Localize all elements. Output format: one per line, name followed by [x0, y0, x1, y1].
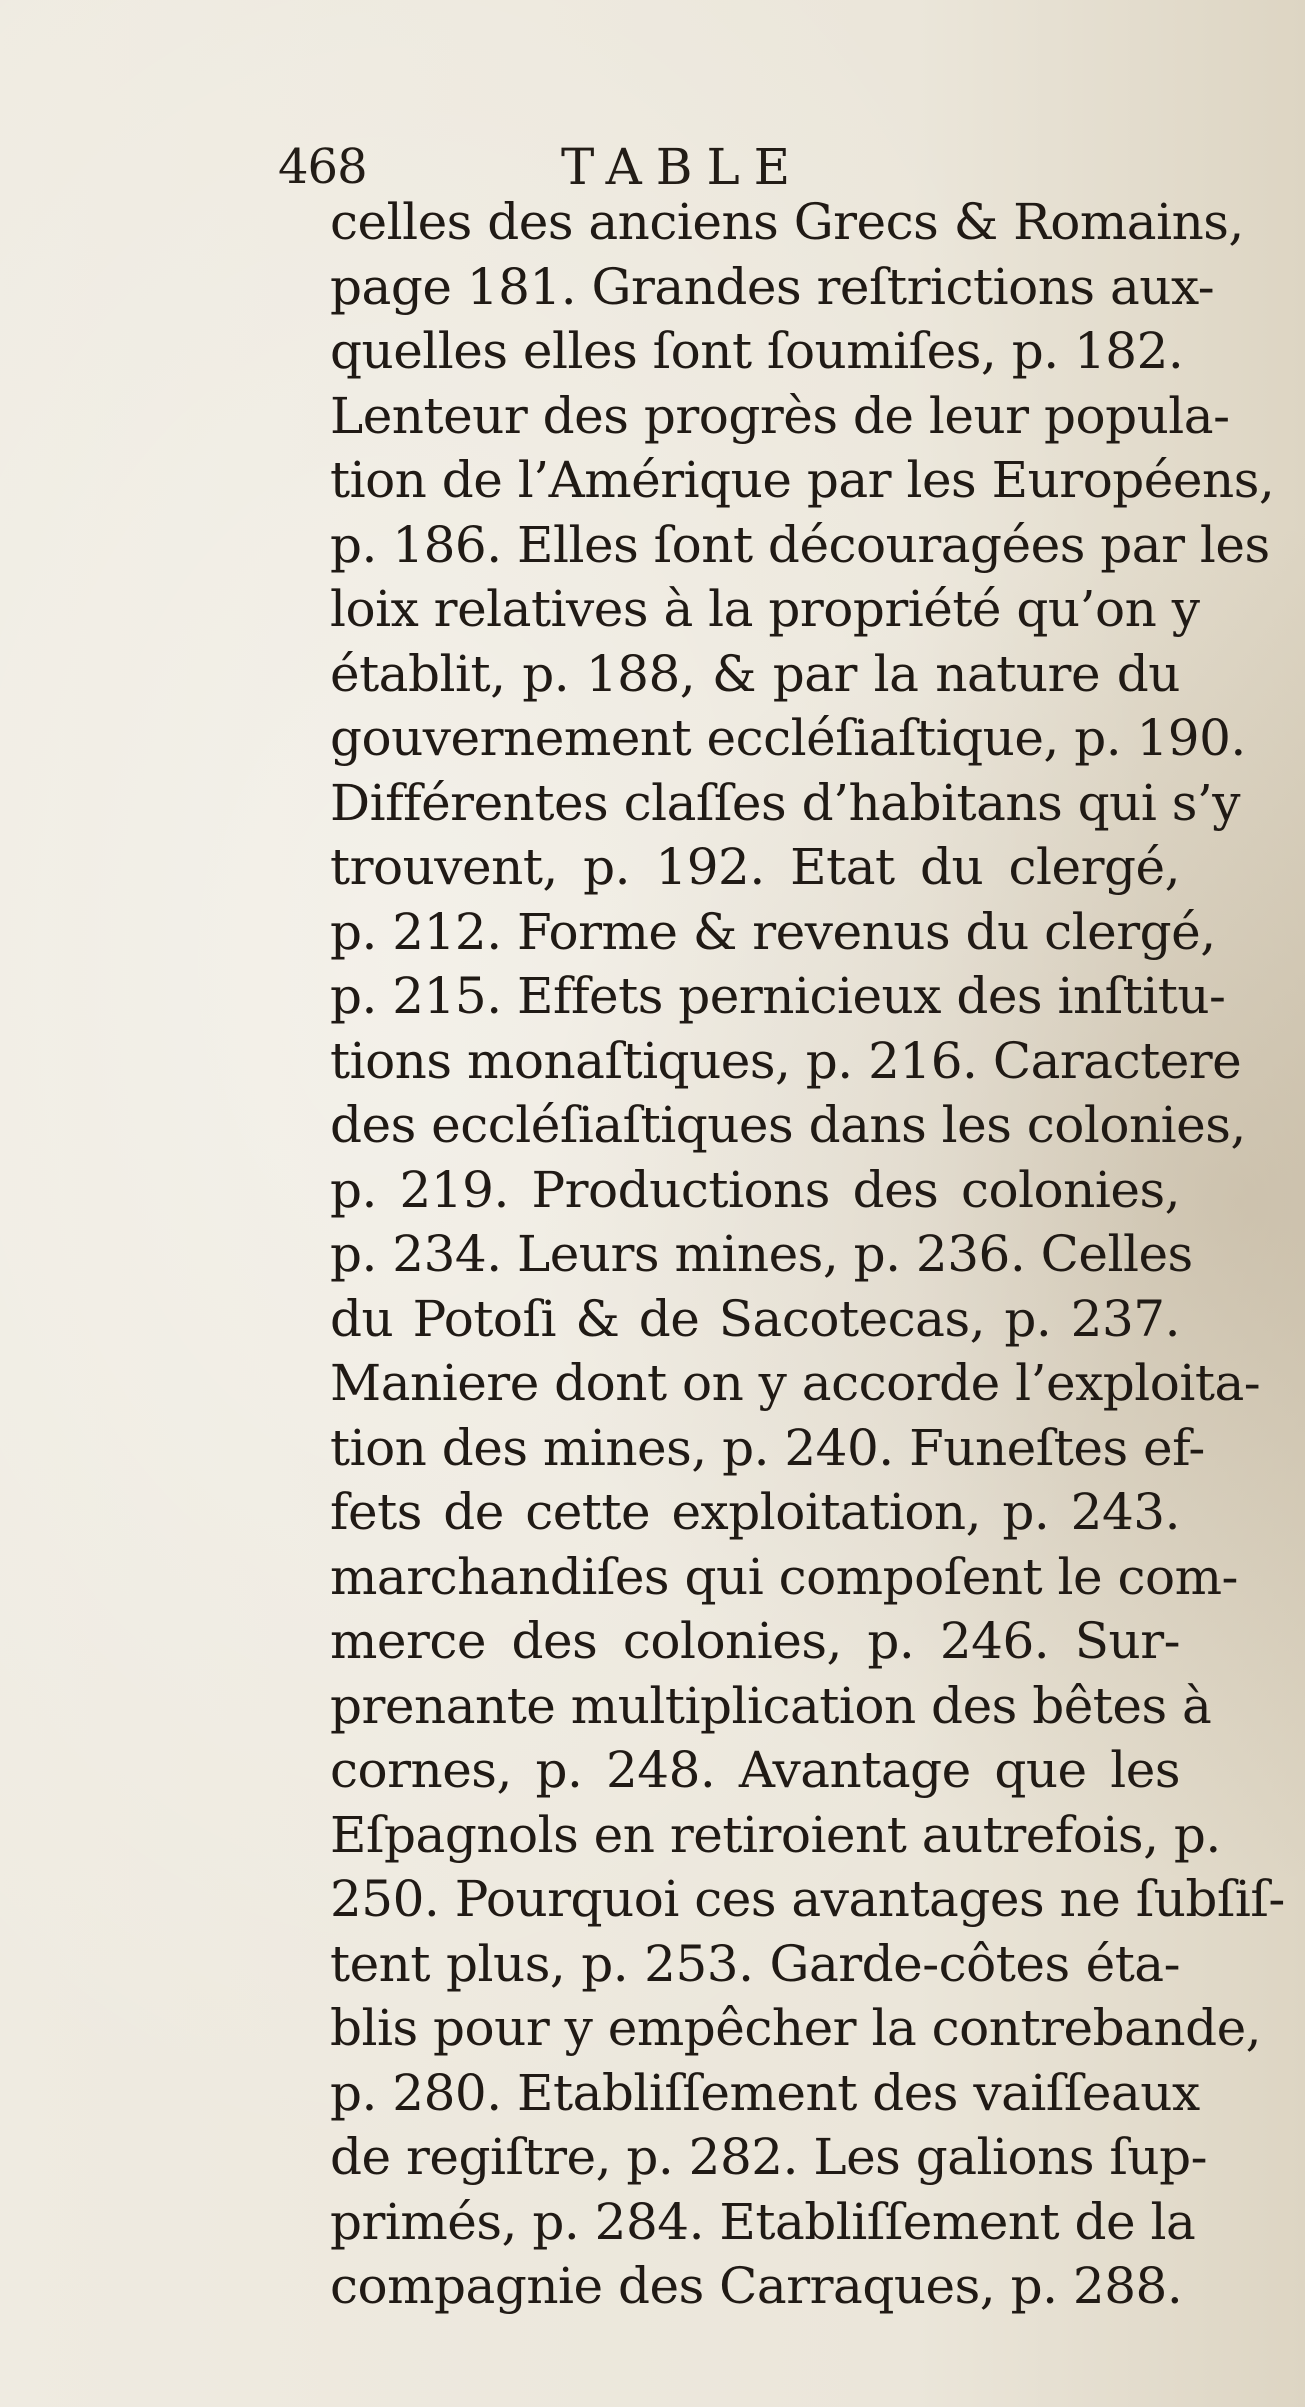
text-line: Lenteur des progrès de leur popula-: [330, 386, 1230, 445]
text-line: p. 186. Elles ſont découragées par les: [330, 515, 1270, 574]
text-line: prenante multiplication des bêtes à: [330, 1676, 1212, 1735]
text-line: des eccléſiaſtiques dans les colonies,: [330, 1096, 1246, 1154]
text-line: établit, p. 188, & par la nature du: [330, 644, 1180, 703]
text-line: tent plus, p. 253. Garde-côtes éta-: [330, 1934, 1180, 1993]
index-entry-text: [330, 190, 1285, 2319]
text-line: p. 215. Effets pernicieux des inſtitu-: [330, 967, 1226, 1025]
text-line: p. 219. Productions des colonies,: [330, 1160, 1180, 1219]
text-line: trouvent, p. 192. Etat du clergé,: [330, 838, 1180, 896]
text-line: loix relatives à la propriété qu’on y: [330, 580, 1200, 638]
page-number: 468: [278, 139, 367, 195]
text-line: 250. Pourquoi ces avantages ne ſubſiſ-: [330, 1870, 1285, 1928]
text-line: marchandiſes qui compoſent le com-: [330, 1547, 1238, 1606]
text-line: gouvernement eccléſiaſtique, p. 190.: [330, 709, 1246, 767]
text-line: primés, p. 284. Etabliſſement de la: [330, 2192, 1196, 2251]
text-line: de regiſtre, p. 282. Les galions ſup-: [330, 2128, 1207, 2186]
text-line: tion de l’Amérique par les Européens,: [330, 451, 1275, 509]
text-line: fets de cette exploitation, p. 243.: [330, 1483, 1180, 1541]
text-line: compagnie des Carraques, p. 288.: [330, 2257, 1183, 2315]
text-line: merce des colonies, p. 246. Sur-: [330, 1612, 1180, 1670]
text-line: blis pour y empêcher la contrebande,: [330, 1999, 1262, 2057]
text-line: Maniere dont on y accorde l’exploita-: [330, 1354, 1261, 1412]
text-line: Différentes claſſes d’habitans qui s’y: [330, 773, 1241, 832]
running-title: TABLE: [561, 138, 805, 196]
text-line: tions monaſtiques, p. 216. Caractere: [330, 1031, 1242, 1090]
text-line: p. 234. Leurs mines, p. 236. Celles: [330, 1225, 1193, 1283]
text-line: p. 280. Etabliſſement des vaiſſeaux: [330, 2063, 1200, 2122]
text-line: quelles elles ſont ſoumiſes, p. 182.: [330, 322, 1184, 380]
text-line: celles des anciens Grecs & Romains,: [330, 193, 1244, 251]
text-line: Eſpagnols en retiroient autrefois, p.: [330, 1805, 1221, 1864]
text-line: page 181. Grandes reſtrictions aux-: [330, 257, 1215, 316]
text-line: du Potoſi & de Sacotecas, p. 237.: [330, 1289, 1180, 1348]
text-line: cornes, p. 248. Avantage que les: [330, 1741, 1180, 1799]
text-line: p. 212. Forme & revenus du clergé,: [330, 902, 1216, 961]
text-line: tion des mines, p. 240. Funeſtes ef-: [330, 1418, 1205, 1477]
